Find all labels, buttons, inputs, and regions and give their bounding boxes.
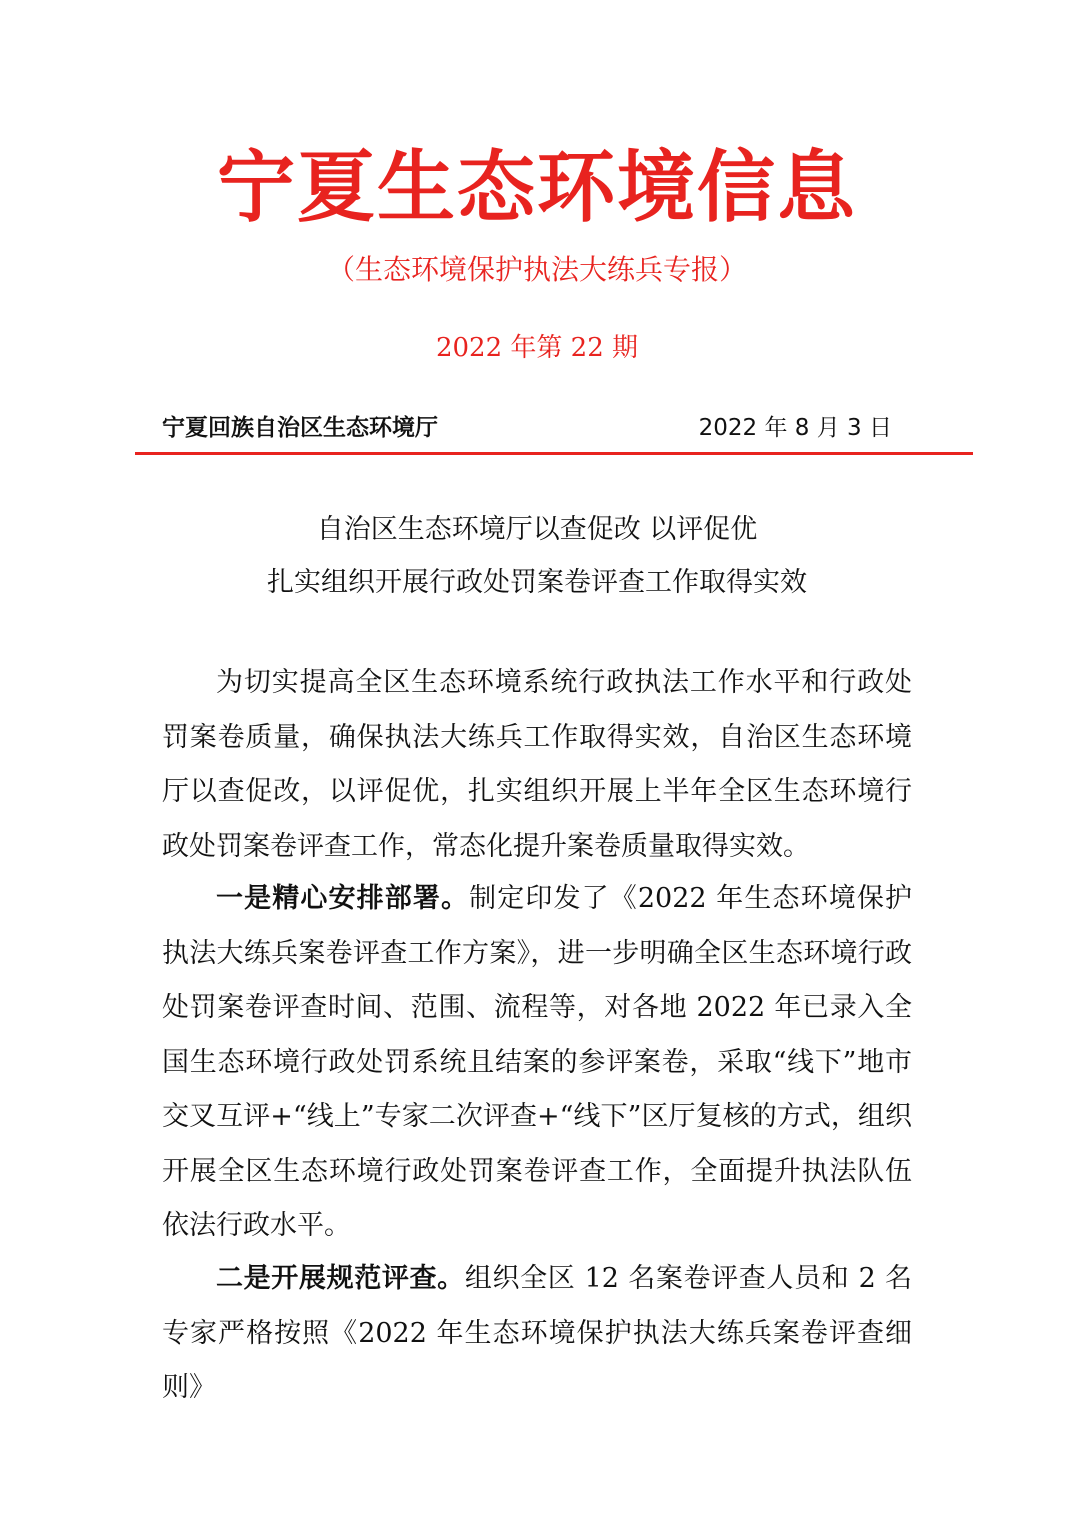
masthead-subtitle: （生态环境保护执法大练兵专报）	[326, 253, 747, 286]
article-paragraph-2	[162, 872, 912, 1254]
paragraph-text: 为切实提高全区生态环境系统行政执法工作水平和行政处罚案卷质量，确保执法大练兵工作取得实效，自治区生态环境厅以查促改，以评促优，扎实组织开展上半年全区生态环境行政处罚案卷评查工作，常态化提升案卷质量取得实效。	[162, 667, 912, 862]
issue-number: 2022 年第 22 期	[435, 333, 639, 363]
masthead-title: 宁夏生态环境信息	[216, 143, 857, 233]
article-title-line-2: 扎实组织开展行政处罚案卷评查工作取得实效	[267, 567, 807, 598]
paragraph-lead: 二是开展规范评查。	[216, 1263, 465, 1294]
issuer-name: 宁夏回族自治区生态环境厅	[162, 415, 438, 441]
article-title-line-1: 自治区生态环境厅以查促改 以评促优	[316, 514, 758, 545]
issuer-date-row	[162, 408, 892, 448]
issue-date: 2022 年 8 月 3 日	[698, 415, 892, 441]
paragraph-text: 组织全区 12 名案卷评查人员和 2 名专家严格按照《2022 年生态环境保护执法大练兵案卷评查细则》	[162, 1263, 912, 1403]
paragraph-text: 制定印发了《2022 年生态环境保护执法大练兵案卷评查工作方案》，进一步明确全区生态环境行政处罚案卷评查时间、范围、流程等，对各地 2022 年已录入全国生态环境行政处罚系统且结案的参评案卷，采取“线下”地市交叉互评+“线上”专家二次评查+“线下”区厅复核的方式，组织开展全区生态环境行政处罚案卷评查工作，全面提升执法队伍依法行政水平。	[162, 883, 913, 1241]
paragraph-lead: 一是精心安排部署。	[216, 883, 470, 914]
red-divider	[135, 452, 973, 455]
article-paragraph-3	[162, 1252, 912, 1416]
article-paragraph-1	[162, 656, 912, 874]
